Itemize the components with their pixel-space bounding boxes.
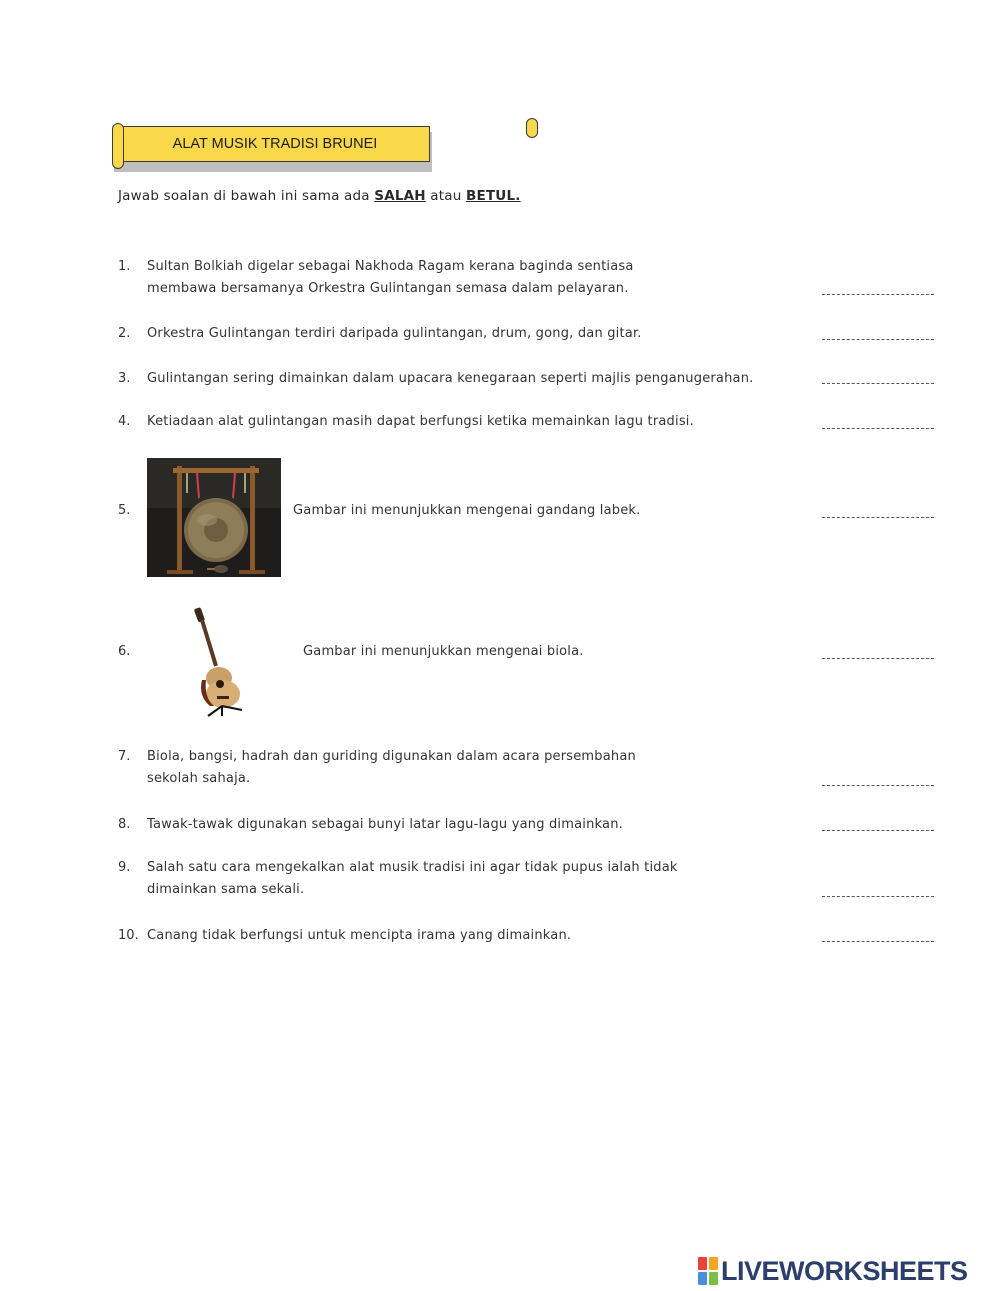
question-number: 9. bbox=[118, 860, 131, 875]
question-number: 3. bbox=[118, 371, 131, 386]
question-number: 8. bbox=[118, 817, 131, 832]
question-text bbox=[147, 925, 571, 947]
question-number: 4. bbox=[118, 414, 131, 429]
question-text bbox=[147, 368, 753, 390]
liveworksheets-logo bbox=[698, 1257, 968, 1285]
question-number: 2. bbox=[118, 326, 131, 341]
question-line: Gambar ini menunjukkan mengenai gandang labek. bbox=[293, 503, 641, 518]
instruction-text-before: Jawab soalan di bawah ini sama ada bbox=[118, 188, 375, 204]
question-line: Ketiadaan alat gulintangan masih dapat berfungsi ketika memainkan lagu tradisi. bbox=[147, 414, 694, 429]
question-line: dimainkan sama sekali. bbox=[147, 882, 305, 897]
answer-blank[interactable] bbox=[822, 785, 934, 786]
instruction-salah: SALAH bbox=[374, 188, 426, 204]
question-number: 10. bbox=[118, 928, 139, 943]
instruction bbox=[118, 188, 521, 204]
guitar-photo bbox=[192, 606, 256, 718]
answer-blank[interactable] bbox=[822, 896, 934, 897]
question-line: Tawak-tawak digunakan sebagai bunyi latar lagu-lagu yang dimainkan. bbox=[147, 817, 623, 832]
question-text bbox=[147, 746, 636, 790]
logo-text: LIVEWORKSHEETS bbox=[721, 1255, 968, 1286]
answer-blank[interactable] bbox=[822, 383, 934, 384]
question-number: 7. bbox=[118, 749, 131, 764]
question-line: Salah satu cara mengekalkan alat musik tradisi ini agar tidak pupus ialah tidak bbox=[147, 860, 678, 875]
question-line: Biola, bangsi, hadrah dan guriding digunakan dalam acara persembahan bbox=[147, 749, 636, 764]
answer-blank[interactable] bbox=[822, 339, 934, 340]
question-text bbox=[293, 500, 640, 522]
question-text bbox=[303, 641, 584, 663]
question-line: Orkestra Gulintangan terdiri daripada gulintangan, drum, gong, dan gitar. bbox=[147, 326, 642, 341]
instruction-text-middle: atau bbox=[425, 188, 466, 204]
instruction-betul: BETUL. bbox=[465, 188, 521, 204]
question-line: Sultan Bolkiah digelar sebagai Nakhoda Ragam kerana baginda sentiasa bbox=[147, 259, 634, 274]
banner-curl-left bbox=[112, 123, 124, 169]
title-banner bbox=[110, 118, 435, 178]
answer-blank[interactable] bbox=[822, 941, 934, 942]
answer-blank[interactable] bbox=[822, 294, 934, 295]
question-line: Gulintangan sering dimainkan dalam upacara kenegaraan seperti majlis penganugerahan. bbox=[147, 371, 754, 386]
answer-blank[interactable] bbox=[822, 658, 934, 659]
logo-blocks-icon bbox=[698, 1257, 718, 1285]
gong-photo bbox=[147, 458, 281, 577]
question-text bbox=[147, 857, 678, 901]
question-text bbox=[147, 814, 623, 836]
question-number: 5. bbox=[118, 503, 131, 518]
question-line: membawa bersamanya Orkestra Gulintangan semasa dalam pelayaran. bbox=[147, 281, 629, 296]
question-line: Canang tidak berfungsi untuk mencipta irama yang dimainkan. bbox=[147, 928, 572, 943]
question-text bbox=[147, 323, 642, 345]
answer-blank[interactable] bbox=[822, 830, 934, 831]
question-number: 1. bbox=[118, 259, 131, 274]
question-line: Gambar ini menunjukkan mengenai biola. bbox=[303, 644, 584, 659]
question-text bbox=[147, 411, 694, 433]
question-line: sekolah sahaja. bbox=[147, 771, 251, 786]
banner-curl-right bbox=[526, 118, 538, 138]
page-title: ALAT MUSIK TRADISI BRUNEI bbox=[120, 126, 430, 162]
answer-blank[interactable] bbox=[822, 517, 934, 518]
answer-blank[interactable] bbox=[822, 428, 934, 429]
question-number: 6. bbox=[118, 644, 131, 659]
question-text bbox=[147, 256, 634, 300]
